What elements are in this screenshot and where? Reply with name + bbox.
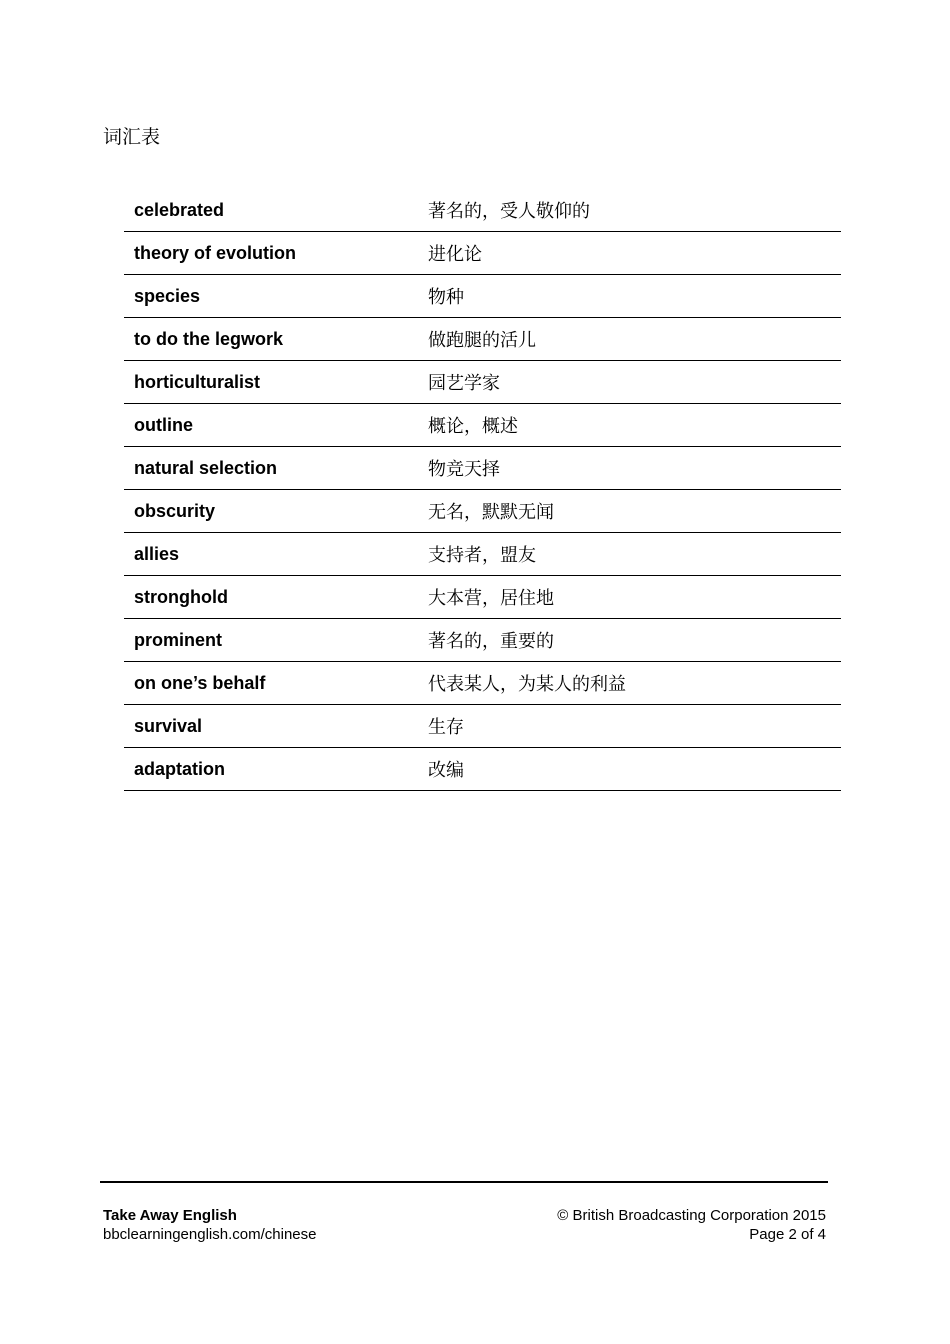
table-row: [124, 447, 841, 490]
vocab-term: survival: [134, 715, 203, 736]
footer-left: [103, 1206, 316, 1244]
table-row: [124, 705, 841, 748]
footer-url: bbclearningenglish.com/chinese: [103, 1226, 317, 1243]
table-row: [124, 533, 841, 576]
footer-copyright: © British Broadcasting Corporation 2015: [557, 1207, 826, 1224]
vocab-term: theory of evolution: [134, 242, 296, 263]
table-row: [124, 318, 841, 361]
table-row: [124, 576, 841, 619]
vocab-meaning: 生存: [428, 717, 464, 738]
table-row: [124, 662, 841, 705]
vocab-meaning: 进化论: [428, 244, 482, 265]
table-row: [124, 189, 841, 232]
table-row: [124, 619, 841, 662]
vocab-term: stronghold: [134, 586, 228, 607]
vocab-meaning: 物竞天择: [428, 459, 500, 480]
vocab-meaning: 支持者，盟友: [428, 545, 536, 566]
vocab-meaning: 著名的，受人敬仰的: [428, 201, 590, 222]
table-row: [124, 404, 841, 447]
vocab-term: adaptation: [134, 758, 226, 779]
vocab-term: celebrated: [134, 199, 225, 220]
vocab-meaning: 概论，概述: [428, 416, 518, 437]
vocabulary-table: [124, 189, 841, 791]
vocab-meaning: 改编: [428, 760, 464, 781]
vocab-term: on one’s behalf: [134, 672, 266, 693]
vocab-term: to do the legwork: [134, 328, 284, 349]
page-number: Page 2 of 4: [749, 1226, 826, 1243]
footer-title: Take Away English: [103, 1207, 237, 1224]
vocab-meaning: 大本营，居住地: [428, 588, 554, 609]
vocab-meaning: 无名，默默无闻: [428, 502, 554, 523]
table-row: [124, 361, 841, 404]
vocab-term: prominent: [134, 629, 222, 650]
vocab-meaning: 园艺学家: [428, 373, 500, 394]
vocab-meaning: 做跑腿的活儿: [428, 330, 536, 351]
page-heading: 词汇表: [103, 126, 161, 148]
vocab-term: species: [134, 285, 201, 306]
vocab-term: outline: [134, 414, 193, 435]
vocab-meaning: 著名的，重要的: [428, 631, 554, 652]
table-row: [124, 490, 841, 533]
vocab-term: horticulturalist: [134, 371, 261, 392]
vocab-meaning: 物种: [428, 287, 464, 308]
footer-right: [557, 1206, 826, 1244]
vocab-term: obscurity: [134, 500, 216, 521]
table-row: [124, 275, 841, 318]
vocab-term: natural selection: [134, 457, 278, 478]
vocab-meaning: 代表某人，为某人的利益: [428, 674, 626, 695]
table-row: [124, 748, 841, 791]
vocab-term: allies: [134, 543, 180, 564]
footer-divider: [100, 1181, 828, 1183]
table-row: [124, 232, 841, 275]
